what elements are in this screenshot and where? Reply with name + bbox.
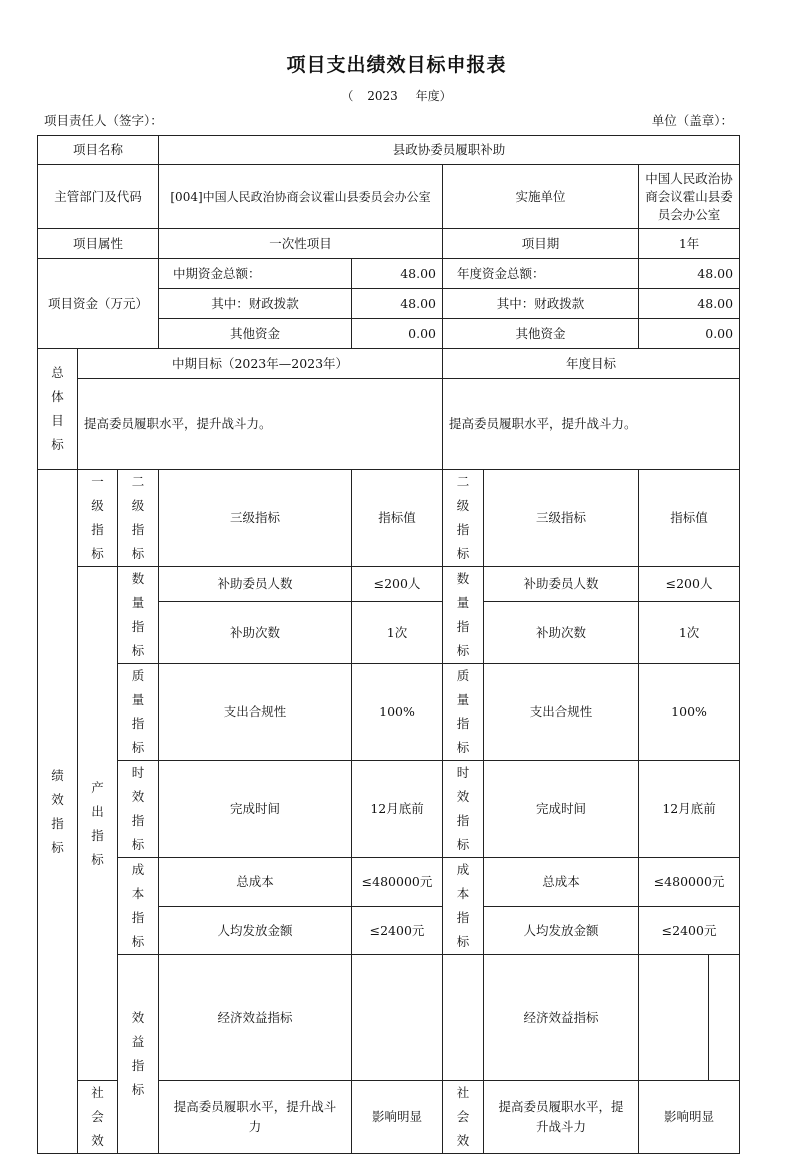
t1-value-mid: 12月底前 — [352, 761, 443, 858]
annual-fiscal-value: 48.00 — [639, 289, 740, 319]
annual-other-value: 0.00 — [639, 319, 740, 349]
annual-other-label: 其他资金 — [443, 319, 639, 349]
attr-value: 一次性项目 — [159, 229, 443, 259]
t1-name-annual: 完成时间 — [484, 761, 639, 858]
year-value: 2023 — [367, 89, 398, 103]
value-header-annual: 指标值 — [639, 470, 740, 567]
q1-value-annual: ≤200人 — [639, 567, 740, 602]
t1-value-annual: 12月底前 — [639, 761, 740, 858]
impl-value: 中国人民政治协商会议霍山县委员会办公室 — [639, 165, 740, 229]
dept-label: 主管部门及代码 — [38, 165, 159, 229]
mid-total-label: 中期资金总额： — [159, 259, 352, 289]
output-label: 产出指标 — [78, 567, 118, 1081]
impl-label: 实施单位 — [443, 165, 639, 229]
mid-other-label: 其他资金 — [159, 319, 352, 349]
attr-label: 项目属性 — [38, 229, 159, 259]
project-name-value: 县政协委员履职补助 — [159, 136, 740, 165]
s1-name-mid: 提高委员履职水平，提升战斗力 — [159, 1081, 352, 1154]
ql-value-annual: 100% — [639, 664, 740, 761]
q1-value-mid: ≤200人 — [352, 567, 443, 602]
ql-value-mid: 100% — [352, 664, 443, 761]
social-label-mid: 社会效 — [78, 1081, 118, 1154]
s1-name-annual: 提高委员履职水平，提升战斗力 — [484, 1081, 639, 1154]
cost-label-mid: 成本指标 — [118, 858, 159, 955]
cost-label-annual: 成本指标 — [443, 858, 484, 955]
economic-value-annual — [709, 955, 740, 1081]
mid-goal-text: 提高委员履职水平，提升战斗力。 — [78, 379, 443, 470]
ql-name-annual: 支出合规性 — [484, 664, 639, 761]
level2-header-mid: 二级指标 — [118, 470, 159, 567]
s1-value-annual: 影响明显 — [639, 1081, 740, 1154]
quality-label-annual: 质量指标 — [443, 664, 484, 761]
level3-header-mid: 三级指标 — [159, 470, 352, 567]
value-header-mid: 指标值 — [352, 470, 443, 567]
performance-table — [37, 135, 740, 1154]
c1-name-mid: 总成本 — [159, 858, 352, 907]
quality-label-mid: 质量指标 — [118, 664, 159, 761]
economic-name-mid — [352, 955, 443, 1081]
q1-name-mid: 补助委员人数 — [159, 567, 352, 602]
q2-value-mid: 1次 — [352, 602, 443, 664]
page-title: 项目支出绩效目标申报表 — [286, 54, 507, 76]
fund-label: 项目资金（万元） — [38, 259, 159, 349]
c2-name-annual: 人均发放金额 — [484, 907, 639, 955]
mid-fiscal-value: 48.00 — [352, 289, 443, 319]
annual-goal-text: 提高委员履职水平，提升战斗力。 — [443, 379, 740, 470]
annual-total-label: 年度资金总额： — [443, 259, 639, 289]
c1-value-mid: ≤480000元 — [352, 858, 443, 907]
annual-total-value: 48.00 — [639, 259, 740, 289]
c1-name-annual: 总成本 — [484, 858, 639, 907]
quantity-label-mid: 数量指标 — [118, 567, 159, 664]
c2-value-mid: ≤2400元 — [352, 907, 443, 955]
economic-label-mid: 经济效益指标 — [159, 955, 352, 1081]
c1-value-annual: ≤480000元 — [639, 858, 740, 907]
social-label-annual: 社会效 — [443, 1081, 484, 1154]
economic-name-annual — [639, 955, 709, 1081]
economic-value-mid — [443, 955, 484, 1081]
ql-name-mid: 支出合规性 — [159, 664, 352, 761]
dept-value: [004]中国人民政治协商会议霍山县委员会办公室 — [159, 165, 443, 229]
quantity-label-annual: 数量指标 — [443, 567, 484, 664]
level1-header: 一级指标 — [78, 470, 118, 567]
year-suffix: 年度） — [415, 89, 452, 103]
q2-name-annual: 补助次数 — [484, 602, 639, 664]
unit-label: 单位（盖章）： — [651, 113, 733, 128]
mid-goal-header: 中期目标（2023年—2023年） — [78, 349, 443, 379]
timeliness-label-annual: 时效指标 — [443, 761, 484, 858]
economic-label-annual: 经济效益指标 — [484, 955, 639, 1081]
annual-fiscal-label: 其中：财政拨款 — [443, 289, 639, 319]
c2-name-mid: 人均发放金额 — [159, 907, 352, 955]
t1-name-mid: 完成时间 — [159, 761, 352, 858]
perf-label: 绩效指标 — [38, 470, 78, 1154]
mid-fiscal-label: 其中：财政拨款 — [159, 289, 352, 319]
q1-name-annual: 补助委员人数 — [484, 567, 639, 602]
q2-value-annual: 1次 — [639, 602, 740, 664]
year-open: （ — [341, 89, 354, 103]
mid-total-value: 48.00 — [352, 259, 443, 289]
benefit-label: 效益指标 — [118, 955, 159, 1154]
mid-other-value: 0.00 — [352, 319, 443, 349]
project-name-label: 项目名称 — [38, 136, 159, 165]
period-label: 项目期 — [443, 229, 639, 259]
overall-goal-label: 总体目标 — [38, 349, 78, 470]
year-line — [0, 87, 793, 104]
s1-value-mid: 影响明显 — [352, 1081, 443, 1154]
c2-value-annual: ≤2400元 — [639, 907, 740, 955]
level2-header-annual: 二级指标 — [443, 470, 484, 567]
responsible-label: 项目责任人（签字）： — [44, 113, 163, 128]
level3-header-annual: 三级指标 — [484, 470, 639, 567]
q2-name-mid: 补助次数 — [159, 602, 352, 664]
timeliness-label-mid: 时效指标 — [118, 761, 159, 858]
period-value: 1年 — [639, 229, 740, 259]
annual-goal-header: 年度目标 — [443, 349, 740, 379]
